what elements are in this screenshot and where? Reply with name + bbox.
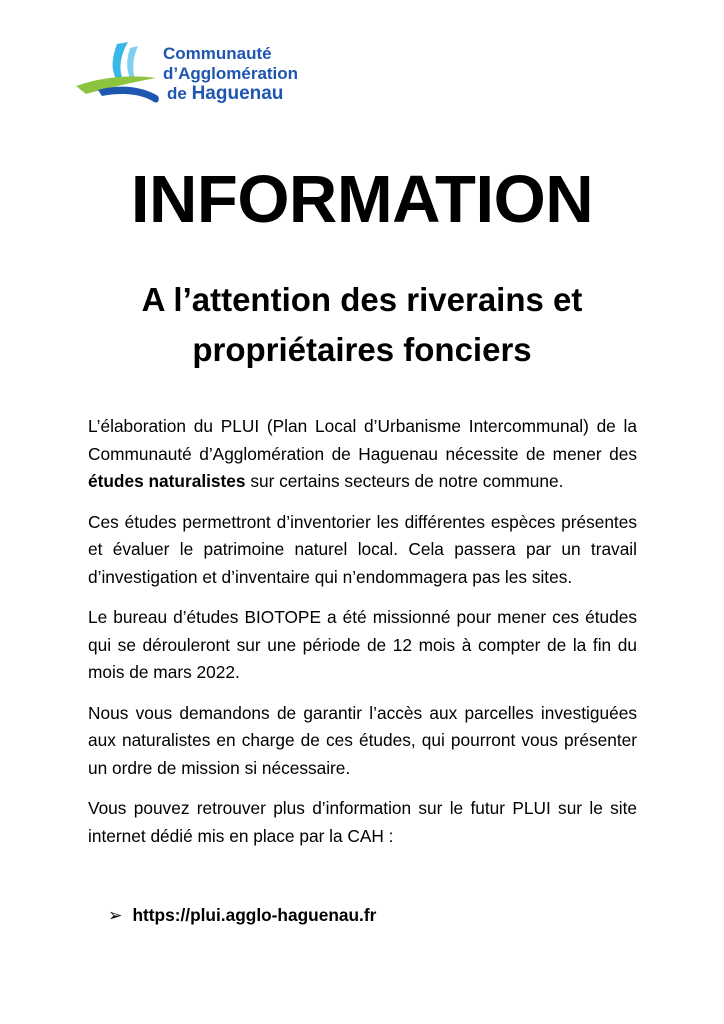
paragraph-1 <box>88 413 637 496</box>
paragraph-5: Vous pouvez retrouver plus d’information sur le futur PLUI sur le site internet dédié mis en place par la CAH : <box>88 798 637 846</box>
logo-line-1: Communauté <box>163 44 272 63</box>
paragraph-1-emphasis: études naturalistes <box>88 471 246 491</box>
website-link[interactable]: https://plui.agglo-haguenau.fr <box>132 905 377 925</box>
logo-swoosh-icon <box>72 38 164 108</box>
paragraph-1-end: sur certains secteurs de notre commune. <box>245 471 564 491</box>
website-link-row <box>108 902 376 928</box>
paragraph-1-start: L’élaboration du PLUI (Plan Local d’Urbanisme Intercommunal) de la Communauté d’Agglomération de Haguenau nécessite de mener des <box>88 416 637 464</box>
logo-line-3 <box>163 84 298 104</box>
body-text <box>88 413 637 863</box>
logo-line-2: d’Agglomération <box>163 64 299 83</box>
logo-wordmark <box>163 44 298 104</box>
arrow-bullet-icon: ➢ <box>108 905 123 925</box>
paragraph-2: Ces études permettront d’inventorier les différentes espèces présentes et évaluer le patrimoine naturel local. Cela passera par un travail d’investigation et d’inventaire qui n’endommagera pas les sites. <box>88 511 637 587</box>
logo <box>72 38 299 108</box>
subtitle-line-1: A l’attention des riverains et <box>141 281 583 318</box>
paragraph-3: Le bureau d’études BIOTOPE a été missionné pour mener ces études qui se dérouleront sur une période de 12 mois à compter de la fin du mois de mars 2022. <box>88 607 637 682</box>
paragraph-4: Nous vous demandons de garantir l’accès aux parcelles investiguées aux naturalistes en charge de ces études, qui pourront vous présenter un ordre de mission si nécessaire. <box>88 702 637 778</box>
subtitle-line-2: propriétaires fonciers <box>192 331 532 368</box>
logo-line-3-name: Haguenau <box>191 83 284 104</box>
subtitle <box>60 275 664 375</box>
logo-line-3-prefix: de <box>167 84 192 103</box>
headline: INFORMATION <box>130 162 594 237</box>
